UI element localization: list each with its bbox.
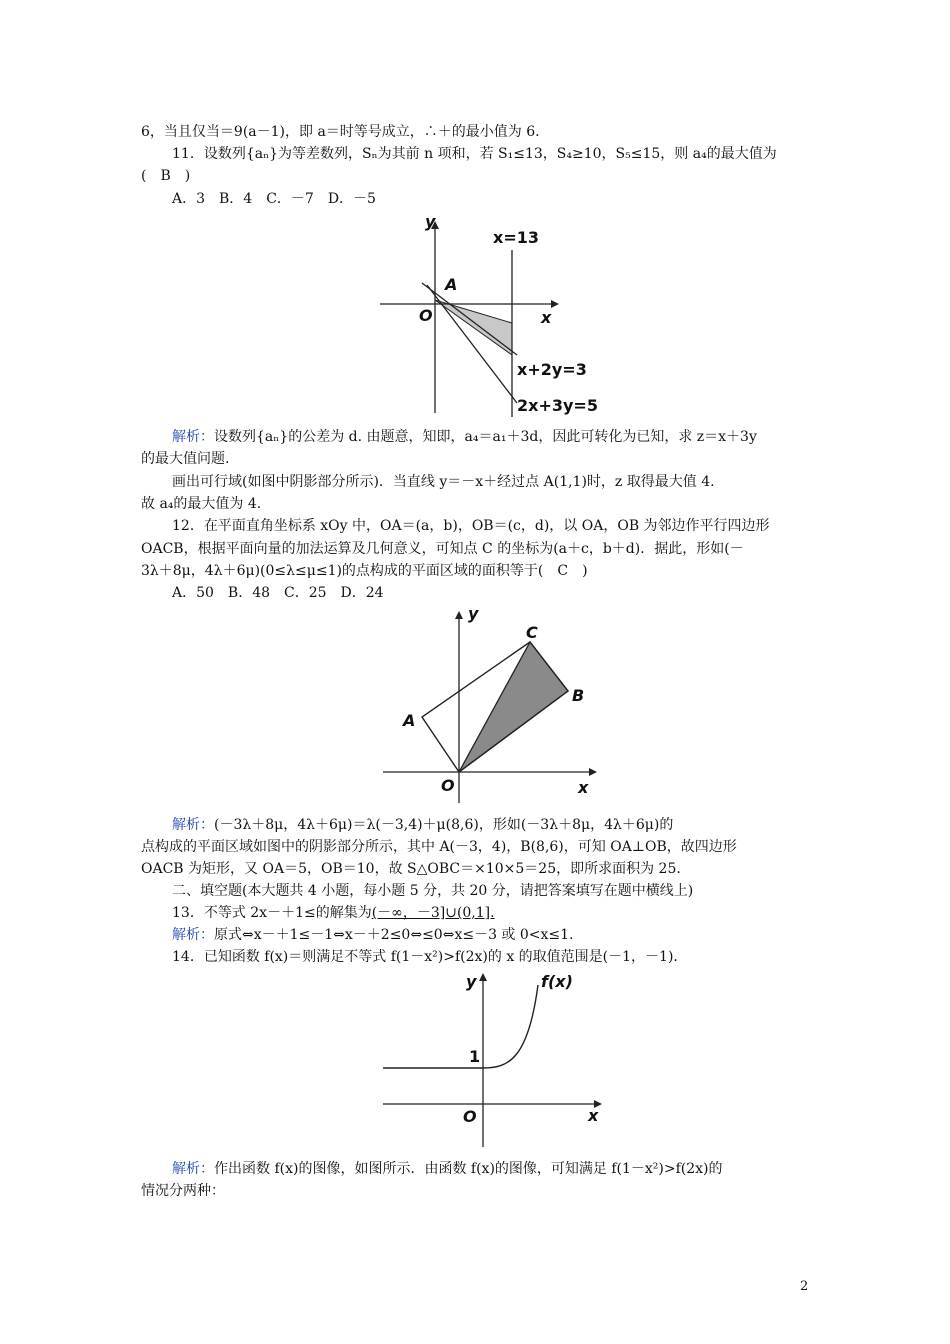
analysis-label: 解析：: [172, 429, 214, 445]
text-line: 故 a₄的最大值为 4.: [141, 496, 262, 512]
figure-rectangle-oacb: [378, 603, 608, 808]
analysis-14: [172, 1159, 822, 1179]
analysis-label: 解析：: [172, 1161, 214, 1177]
analysis-13: [172, 925, 822, 945]
analysis-text: (－3λ＋8μ，4λ＋6μ)＝λ(－3,4)＋μ(8,6)，形如(－3λ＋8μ，4λ＋6μ)的: [214, 817, 674, 833]
figure-feasible-region: [375, 205, 620, 420]
y-axis-arrow: [479, 973, 487, 981]
analysis-label: 解析：: [172, 817, 214, 833]
text-line: OACB 为矩形，又 OA＝5，OB＝10，故 S△OBC＝×10×5＝25，即所求面积为 25.: [141, 861, 681, 877]
line-2x-3y-5-label: 2x+3y=5: [517, 396, 598, 415]
question-12: 12．在平面直角坐标系 xOy 中，OA＝(a，b)，OB＝(c，d)，以 OA，OB 为邻边作平行四边形: [172, 518, 770, 534]
analysis-text: 设数列{aₙ}的公差为 d. 由题意，知即，a₄＝a₁＋3d，因此可转化为已知，求 z＝x＋3y: [214, 429, 757, 445]
question-11: 11．设数列{aₙ}为等差数列，Sₙ为其前 n 项和，若 S₁≤13，S₄≥10，S₅≤15，则 a₄的最大值为: [172, 146, 777, 162]
analysis-12: [172, 815, 822, 835]
line-x-2y-3: [422, 283, 517, 355]
text-line: 画出可行域(如图中阴影部分所示)．当直线 y＝－x＋经过点 A(1,1)时，z 取得最大值 4.: [172, 474, 715, 490]
figure-function-graph: [378, 965, 613, 1150]
analysis-text: 作出函数 f(x)的图像，如图所示．由函数 f(x)的图像，可知满足 f(1－x²)>f(2x)的: [214, 1161, 723, 1177]
analysis-label: 解析：: [172, 927, 214, 943]
line-x-2y-3-label: x+2y=3: [517, 360, 587, 379]
origin-label: O: [441, 776, 455, 795]
x-axis-arrow: [589, 768, 597, 776]
x-axis-arrow: [551, 300, 559, 308]
function-label: f(x): [541, 972, 573, 991]
shaded-triangle: [459, 642, 568, 772]
tick-label-one: 1: [469, 1047, 481, 1066]
y-axis-label: y: [468, 604, 479, 623]
point-a-label: A: [403, 711, 416, 730]
text-line: 的最大值问题.: [141, 451, 230, 467]
curve-f-x: [483, 985, 538, 1068]
origin-label: O: [463, 1107, 477, 1126]
x-axis-label: x: [578, 778, 589, 797]
analysis-11: [172, 427, 822, 447]
text-line: OACB，根据平面向量的加法运算及几何意义，可知点 C 的坐标为(a＋c，b＋d)．据此，形如(－: [141, 541, 744, 557]
question-11-answer: ( B ): [141, 168, 191, 184]
analysis-text: 原式⇔x－＋1≤－1⇔x－＋2≤0⇔≤0⇔x≤－3 或 0<x≤1.: [214, 927, 574, 943]
question-12-options: A．50 B．48 C．25 D．24: [172, 585, 384, 601]
x-axis-label: x: [588, 1106, 599, 1125]
text-line: 3λ＋8μ，4λ＋6μ)(0≤λ≤μ≤1)的点构成的平面区域的面积等于( C ): [141, 563, 588, 579]
question-13-text: 13．不等式 2x－＋1≤的解集为: [172, 905, 372, 921]
point-c-label: C: [526, 623, 538, 642]
page-number: 2: [800, 1279, 809, 1294]
point-b-label: B: [572, 686, 585, 705]
question-14: 14．已知函数 f(x)＝则满足不等式 f(1－x²)>f(2x)的 x 的取值范围是(－1，－1)．: [172, 949, 688, 965]
question-11-options: A．3 B．4 C．－7 D．－5: [172, 191, 376, 207]
y-axis-label: y: [425, 212, 436, 231]
x-axis-label: x: [541, 308, 552, 327]
text-line: 6，当且仅当＝9(a－1)，即 a＝时等号成立，∴＋的最小值为 6.: [141, 124, 540, 140]
question-13-answer: (－∞，－3]∪(0,1].: [371, 905, 495, 921]
text-line: 情况分两种：: [141, 1183, 225, 1199]
y-axis-arrow: [455, 611, 463, 619]
point-a-label: A: [445, 275, 458, 294]
text-line: 点构成的平面区域如图中的阴影部分所示，其中 A(－3，4)，B(8,6)，可知 OA⊥OB，故四边形: [141, 839, 737, 855]
section-heading: 二、填空题(本大题共 4 小题，每小题 5 分，共 20 分，请把答案填写在题中横线上): [172, 883, 694, 899]
question-13: [172, 903, 822, 923]
y-axis-label: y: [466, 972, 477, 991]
origin-label: O: [419, 306, 433, 325]
line-x-13-label: x=13: [493, 228, 539, 247]
